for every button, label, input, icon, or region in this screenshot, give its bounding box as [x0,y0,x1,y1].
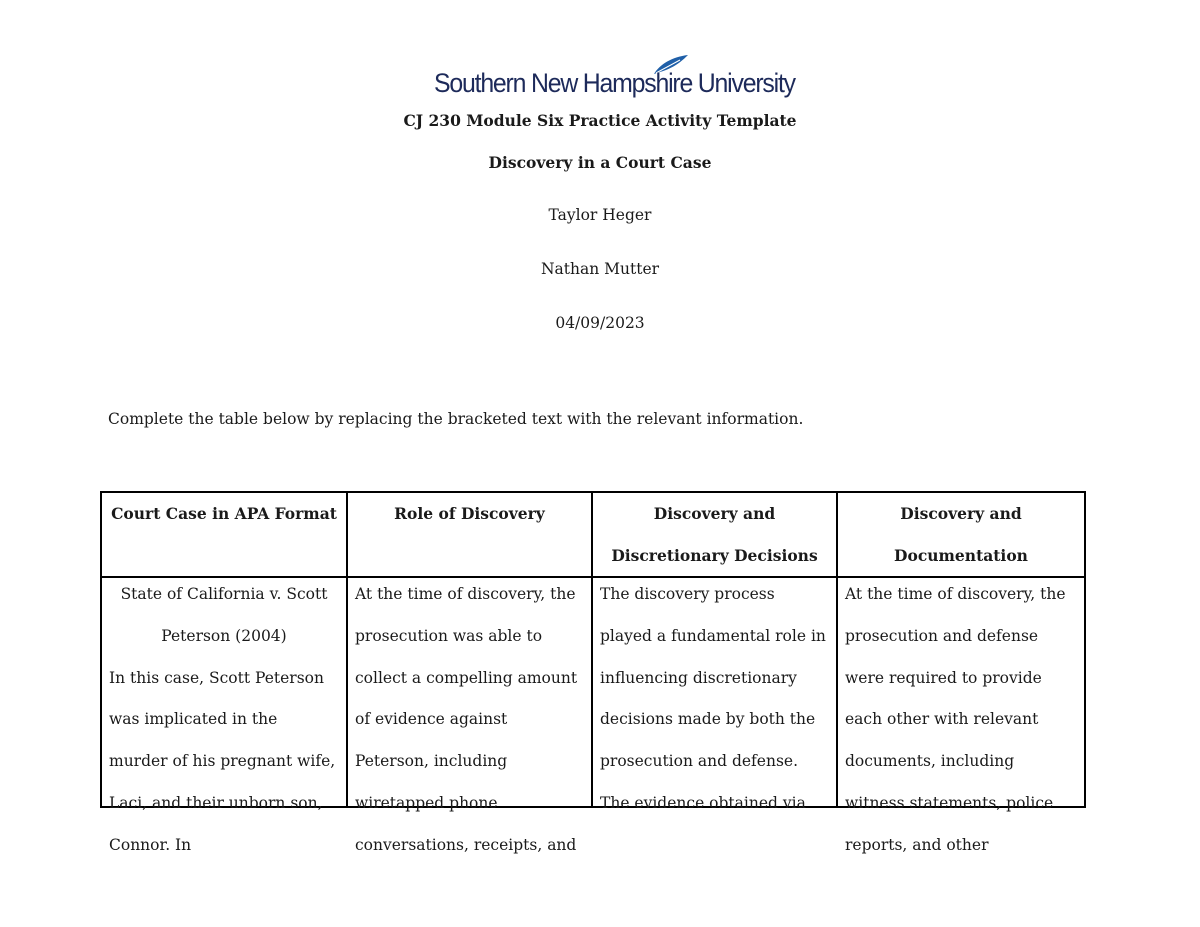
document-subtitle: Discovery in a Court Case [488,153,712,172]
instructions-text: Complete the table below by replacing the bracketed text with the relevant information. [108,410,804,428]
documentation-text: At the time of discovery, the prosecution and defense were required to provide each other with relevant documents, including witness statements, police reports, and other [845,585,1066,854]
header-documentation: Discovery and Documentation [837,492,1085,577]
cell-court-case [101,577,347,854]
role-text: At the time of discovery, the prosecution was able to collect a compelling amount of evidence against Peterson, including wiretapped phone conversations, receipts, and [355,585,578,854]
discovery-table [100,491,1086,854]
table-row [101,577,1085,807]
discretion-text: The discovery process played a fundamental role in influencing discretionary decisions made by both the prosecution and defense. The evidence obtained via [600,585,826,812]
document-date: 04/09/2023 [555,314,645,332]
university-logo [434,54,795,104]
cell-documentation [837,577,1085,854]
cell-discretionary-decisions [592,577,837,812]
student-name: Taylor Heger [548,206,652,224]
logo-wordmark: Southern New Hampshire University [434,68,795,98]
header-court-case: Court Case in APA Format [101,492,347,577]
header-discretionary-decisions: Discovery and Discretionary Decisions [592,492,837,577]
table-header-row [101,492,1085,577]
document-title: CJ 230 Module Six Practice Activity Template [403,111,797,130]
case-description: In this case, Scott Peterson was implicated in the murder of his pregnant wife, Laci, and their unborn son, Connor. In [109,668,336,854]
cell-role-of-discovery [347,577,592,854]
header-role-of-discovery: Role of Discovery [347,492,592,577]
instructor-name: Nathan Mutter [540,260,660,278]
case-title: State of California v. Scott Peterson (2004) [120,585,328,645]
